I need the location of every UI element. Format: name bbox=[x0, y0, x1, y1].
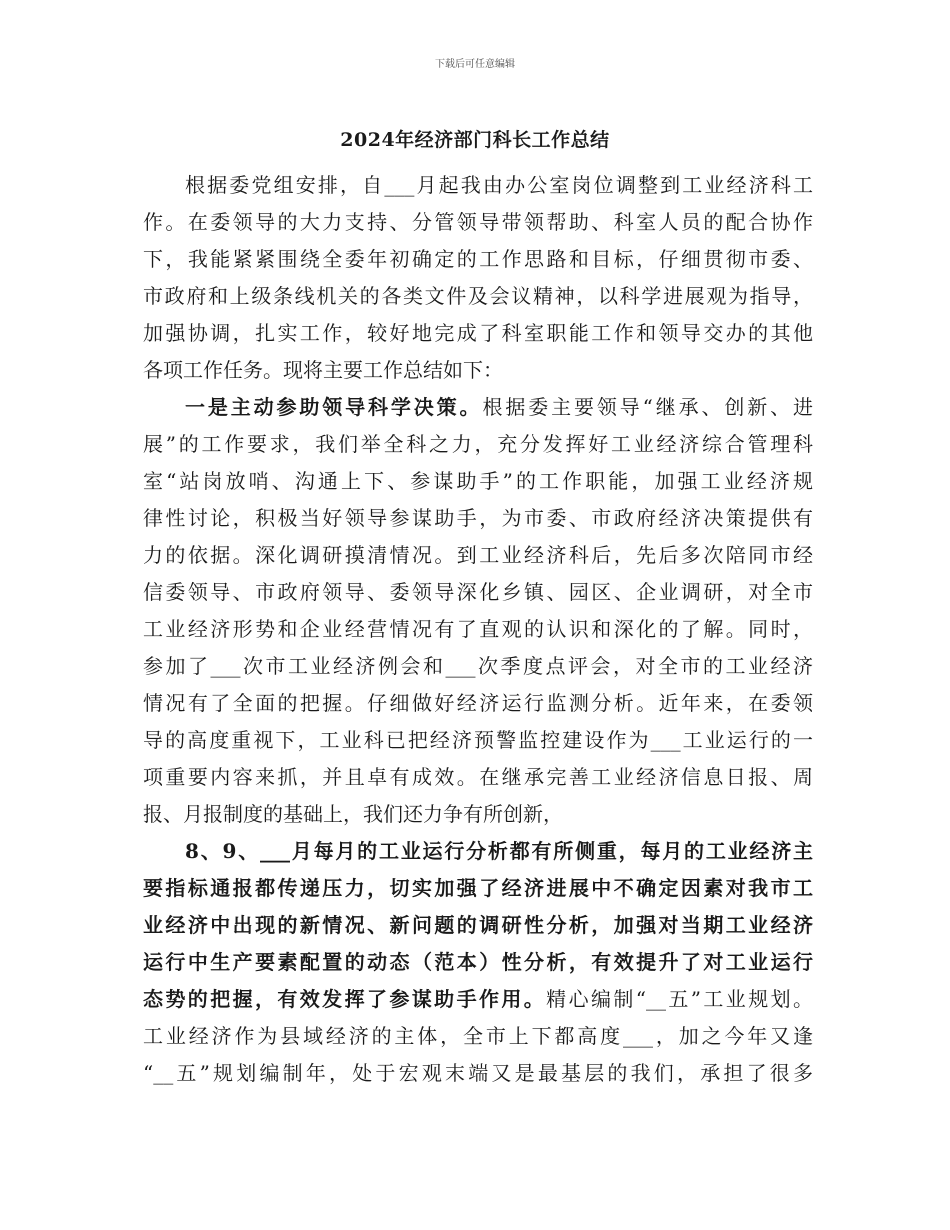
paragraph-line: 运行中生产要素配置的动态（范本）性分析，有效提升了对工业运行 bbox=[143, 950, 813, 974]
paragraph-line: 信委领导、市政府领导、委领导深化乡镇、园区、企业调研，对全市 bbox=[143, 580, 813, 604]
paragraph-line: 工业经济形势和企业经营情况有了直观的认识和深化的了解。同时， bbox=[143, 617, 813, 641]
paragraph-line: 工业经济作为县域经济的主体，全市上下都高度___，加之今年又逢 bbox=[143, 1024, 813, 1048]
paragraph-line: 情况有了全面的把握。仔细做好经济运行监测分析。近年来，在委领 bbox=[143, 691, 813, 715]
paragraph-line: 报、月报制度的基础上，我们还力争有所创新， bbox=[143, 802, 563, 826]
bold-text: 态势的把握，有效发挥了参谋助手作用。 bbox=[143, 987, 547, 1011]
paragraph-line: 展”的工作要求，我们举全科之力，充分发挥好工业经济综合管理科 bbox=[143, 432, 813, 456]
paragraph-line: 作。在委领导的大力支持、分管领导带领帮助、科室人员的配合协作 bbox=[143, 210, 813, 234]
paragraph-line: 业经济中出现的新情况、新问题的调研性分析，加强对当期工业经济 bbox=[143, 913, 813, 937]
paragraph-line bbox=[143, 981, 813, 1018]
paragraph-line: 项重要内容来抓，并且卓有成效。在继承完善工业经济信息日报、周 bbox=[143, 765, 813, 789]
paragraph-line: 律性讨论，积极当好领导参谋助手，为市委、市政府经济决策提供有 bbox=[143, 506, 813, 530]
paragraph-line: 室“站岗放哨、沟通上下、参谋助手”的工作职能，加强工业经济规 bbox=[143, 469, 813, 493]
paragraph-line: 力的依据。深化调研摸清情况。到工业经济科后，先后多次陪同市经 bbox=[143, 543, 813, 567]
paragraph-line: 下，我能紧紧围绕全委年初确定的工作思路和目标，仔细贯彻市委、 bbox=[143, 247, 813, 271]
header-note: 下载后可任意编辑 bbox=[435, 59, 515, 70]
paragraph-line: 加强协调，扎实工作，较好地完成了科室职能工作和领导交办的其他 bbox=[143, 321, 813, 345]
document-body bbox=[143, 167, 813, 1092]
paragraph-line: 导的高度重视下，工业科已把经济预警监控建设作为___工业运行的一 bbox=[143, 728, 813, 752]
paragraph-text: 精心编制“__五”工业规划。 bbox=[546, 987, 814, 1011]
paragraph-line: 市政府和上级条线机关的各类文件及会议精神，以科学进展观为指导， bbox=[143, 284, 813, 308]
document-title: 2024年经济部门科长工作总结 bbox=[340, 129, 610, 151]
paragraph-line bbox=[143, 389, 813, 426]
paragraph-line: 参加了___次市工业经济例会和___次季度点评会，对全市的工业经济 bbox=[143, 654, 813, 678]
bold-heading-text: 一是主动参助领导科学决策。 bbox=[185, 395, 483, 419]
paragraph-line: 8、9、___月每月的工业运行分析都有所侧重，每月的工业经济主 bbox=[185, 839, 813, 863]
paragraph-line: 各项工作任务。现将主要工作总结如下： bbox=[143, 358, 503, 382]
paragraph-line: “__五”规划编制年，处于宏观末端又是最基层的我们，承担了很多 bbox=[143, 1061, 813, 1085]
paragraph-text: 根据委主要领导“继承、创新、进 bbox=[482, 395, 814, 419]
paragraph-line: 根据委党组安排，自___月起我由办公室岗位调整到工业经济科工 bbox=[185, 173, 813, 197]
paragraph-line: 要指标通报都传递压力，切实加强了经济进展中不确定因素对我市工 bbox=[143, 876, 813, 900]
